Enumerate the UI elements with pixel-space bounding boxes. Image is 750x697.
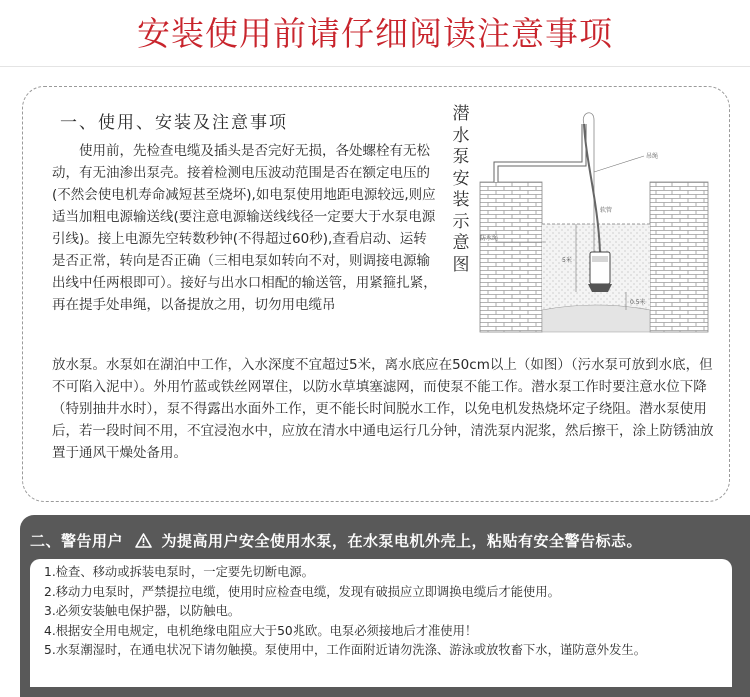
- instructions-paragraph-top: 使用前，先检查电缆及插头是否完好无损，各处螺栓有无松动，有无油渗出泵壳。接着检测电压波动范围是否在额定电压的(不然会使电机寿命减短甚至烧坏),如电泵使用地距电源较远,则应适当加粗电源输送线(要注意电源输送线线径一定要大于水泵电源引线)。接上电源先空转数秒钟(不得超过60秒),查看启动、运转是否正常，转向是否正确（三相电泵如转向不对，则调接电源输出线中任两根即可）。接好与出水口相配的输送管，用紧箍扎紧，再在提手处串绳，以备提放之用，切勿用电缆吊: [52, 143, 437, 313]
- warning-item: 3.必须安装触电保护器，以防触电。: [44, 604, 241, 619]
- warning-item: 2.移动力电泵时，严禁提拉电缆，使用时应检查电缆，发现有破损应立即调换电缆后才能使用。: [44, 584, 560, 599]
- warning-triangle-icon: [135, 533, 152, 548]
- diagram-title: 潜水泵安装示意图: [452, 104, 470, 275]
- pump-installation-diagram: [476, 102, 712, 340]
- warning-item: 4.根据安全用电规定，电机绝缘电阻应大于50兆欧。电泵必须接地后才准使用！: [44, 623, 478, 638]
- title-divider: [0, 66, 750, 67]
- water-label: 防水绳: [480, 235, 499, 242]
- instructions-paragraph-bottom: 放水泵。水泵如在湖泊中工作，入水深度不宜超过5米，离水底应在50cm以上（如图）（污水泵可放到水底，但不可陷入泥中）。外用竹蓝或铁丝网罩住，以防水草填塞滤网，而使泵不能工作。潜水泵工作时要注意水位下降（特别抽井水时），泵不得露出水面外工作，更不能长时间脱水工作，以免电机发热烧坏定子绕阻。潜水泵使用后，若一段时间不用，不宜浸泡水中，应放在清水中通电运行几分钟，清洗泵内泥浆，然后擦干，涂上防锈油放置于通风干燥处备用。: [52, 357, 714, 461]
- hose-label: 软管: [600, 207, 613, 214]
- rope-label: 吊绳: [646, 153, 659, 160]
- right-brick-wall: [650, 182, 708, 332]
- page-title: 安装使用前请仔细阅读注意事项: [137, 14, 613, 53]
- warning-heading-text: 为提高用户安全使用水泵，在水泵电机外壳上，粘贴有安全警告标志。: [161, 532, 642, 550]
- depth-label: 5米: [562, 257, 572, 264]
- pump-icon: [588, 252, 612, 292]
- warning-item: 1.检查、移动或拆装电泵时，一定要先切断电源。: [44, 565, 314, 579]
- warning-list: [44, 563, 728, 661]
- left-brick-wall: [480, 182, 542, 332]
- warning-item: 5.水泵潮湿时，在通电状况下请勿触摸。泵使用中，工作面附近请勿洗涤、游泳或放牧畜下水，谨防意外发生。: [44, 643, 646, 658]
- warning-heading: [30, 530, 642, 551]
- bottom-label: 0.5米: [630, 299, 646, 306]
- section-title: 一、使用、安装及注意事项: [60, 113, 288, 133]
- warning-heading-prefix: 二、警告用户: [30, 532, 124, 550]
